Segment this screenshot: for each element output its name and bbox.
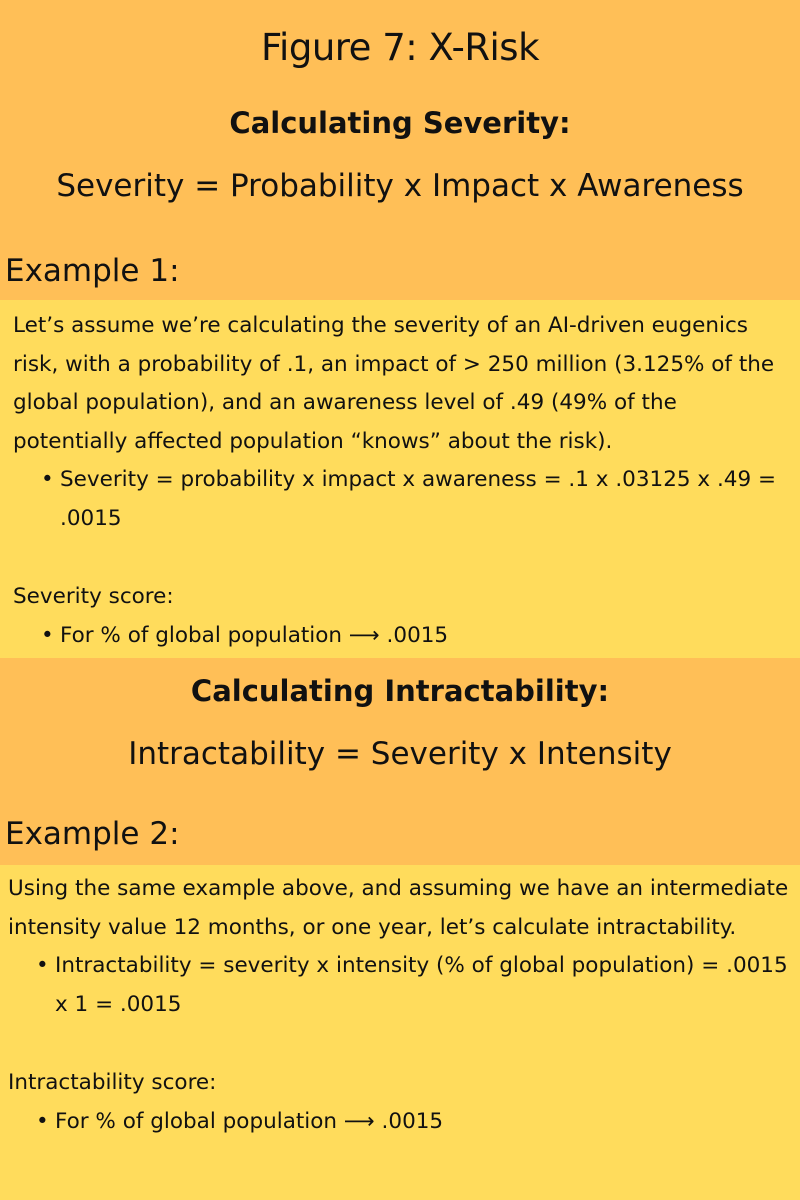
bullet-dot: •	[41, 623, 54, 648]
severity-score-label: Severity score:	[13, 584, 174, 609]
figure-title: Figure 7: X-Risk	[260, 26, 540, 69]
example-1-calculation: Severity = probability x impact x awareness = .1 x .03125 x .49 = .0015	[60, 467, 776, 531]
example-2-label: Example 2:	[5, 816, 180, 852]
severity-header-band	[0, 0, 800, 300]
example-2-paragraph: Using the same example above, and assuming we have an intermediate intensity value 12 months, or one year, let’s calculate intractability.	[8, 876, 789, 940]
severity-formula: Severity = Probability x Impact x Awareness	[56, 168, 744, 204]
intractability-score-label: Intractability score:	[8, 1070, 217, 1095]
intractability-heading: Calculating Intractability:	[190, 674, 610, 708]
severity-score-value: For % of global population ⟶ .0015	[60, 623, 449, 648]
intractability-score-list	[36, 1103, 780, 1142]
list-item	[36, 1103, 780, 1142]
bullet-dot: •	[36, 1109, 49, 1134]
list-item	[36, 947, 800, 1024]
example-2-body	[0, 865, 800, 1200]
example-1-paragraph: Let’s assume we’re calculating the severity of an AI-driven eugenics risk, with a probability of .1, an impact of > 250 million (3.125% of the global population), and an awareness level of .49 (49% of the potentially affected population “knows” about the risk).	[13, 313, 775, 454]
intractability-formula: Intractability = Severity x Intensity	[128, 736, 672, 772]
example-2-calculation: Intractability = severity x intensity (% of global population) = .0015 x 1 = .0015	[55, 953, 788, 1017]
severity-heading: Calculating Severity:	[229, 106, 571, 140]
bullet-dot: •	[36, 953, 49, 978]
example-2-bullet-list	[36, 947, 800, 1024]
example-1-label: Example 1:	[5, 253, 180, 289]
intractability-header-band	[0, 658, 800, 865]
intractability-score-value: For % of global population ⟶ .0015	[55, 1109, 444, 1134]
example-1-bullet-list	[41, 461, 780, 538]
list-item	[41, 461, 780, 538]
example-1-body	[0, 300, 800, 658]
list-item	[41, 617, 780, 656]
severity-score-list	[41, 617, 780, 656]
bullet-dot: •	[41, 467, 54, 492]
